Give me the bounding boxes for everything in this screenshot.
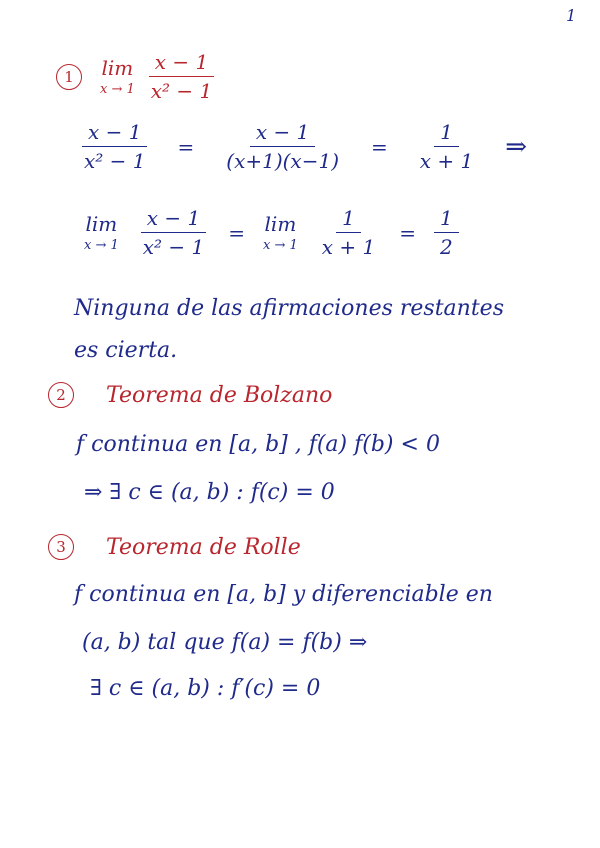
q3-line-1: f continua en [a, b] y diferenciable en xyxy=(74,582,493,607)
simp-equals-2: = xyxy=(371,134,388,159)
eval-lim-2 xyxy=(263,212,298,253)
q1-limit xyxy=(100,50,218,103)
q1-lim xyxy=(100,56,135,97)
simp-fraction-1 xyxy=(78,120,152,173)
limit-evaluation-line xyxy=(84,206,459,259)
simp-f3-num: 1 xyxy=(434,120,459,147)
eval-f3-den: 2 xyxy=(440,235,453,259)
simp-f1-num: x − 1 xyxy=(82,120,147,147)
q2-header xyxy=(48,382,332,408)
simp-fraction-3 xyxy=(414,120,479,173)
eval-f1-num: x − 1 xyxy=(141,206,206,233)
eval-lim-2-word: lim xyxy=(264,212,297,236)
q2-title: Teorema de Bolzano xyxy=(106,382,333,408)
q3-line-2: (a, b) tal que f(a) = f(b) ⇒ xyxy=(82,630,368,655)
q3-number-circle: 3 xyxy=(48,534,74,560)
simp-f2-den: (x+1)(x−1) xyxy=(226,149,339,173)
eval-fraction-2 xyxy=(316,206,381,259)
q1-fraction-den: x² − 1 xyxy=(150,79,213,103)
q2-line-1: f continua en [a, b] , f(a) f(b) < 0 xyxy=(76,432,440,457)
simp-f3-den: x + 1 xyxy=(419,149,474,173)
eval-f2-den: x + 1 xyxy=(321,235,376,259)
simp-f1-den: x² − 1 xyxy=(84,149,146,173)
eval-lim-1-word: lim xyxy=(85,212,118,236)
simp-implies-arrow: ⇒ xyxy=(505,131,528,162)
q3-title: Teorema de Rolle xyxy=(106,534,301,560)
q3-line-3: ∃ c ∈ (a, b) : f′(c) = 0 xyxy=(90,676,321,701)
simp-f2-num: x − 1 xyxy=(250,120,315,147)
eval-fraction-1 xyxy=(137,206,211,259)
eval-f3-num: 1 xyxy=(434,206,459,233)
simp-equals-1: = xyxy=(177,134,195,159)
eval-f1-den: x² − 1 xyxy=(142,235,205,259)
eval-equals-1: = xyxy=(228,220,246,245)
q3-header xyxy=(48,534,301,560)
conclusion-line-2: es cierta. xyxy=(74,338,178,363)
simplification-line xyxy=(78,120,527,173)
eval-fraction-3 xyxy=(434,206,459,259)
q2-number-circle: 2 xyxy=(48,382,74,408)
q2-line-2: ⇒ ∃ c ∈ (a, b) : f(c) = 0 xyxy=(84,480,335,505)
q1-lim-sub: x → 1 xyxy=(100,82,135,97)
page-number: 1 xyxy=(566,6,577,25)
eval-lim-2-sub: x → 1 xyxy=(263,238,298,253)
conclusion-line-1: Ninguna de las afirmaciones restantes xyxy=(74,296,504,321)
eval-lim-1 xyxy=(84,212,119,253)
q1-lim-word: lim xyxy=(101,56,134,80)
simp-fraction-2 xyxy=(220,120,345,173)
eval-equals-2: = xyxy=(399,220,417,245)
q1-statement xyxy=(56,50,218,103)
q1-fraction-num: x − 1 xyxy=(149,50,214,77)
eval-lim-1-sub: x → 1 xyxy=(84,238,119,253)
eval-f2-num: 1 xyxy=(336,206,361,233)
q1-fraction xyxy=(145,50,219,103)
q1-number-circle: 1 xyxy=(56,64,82,90)
